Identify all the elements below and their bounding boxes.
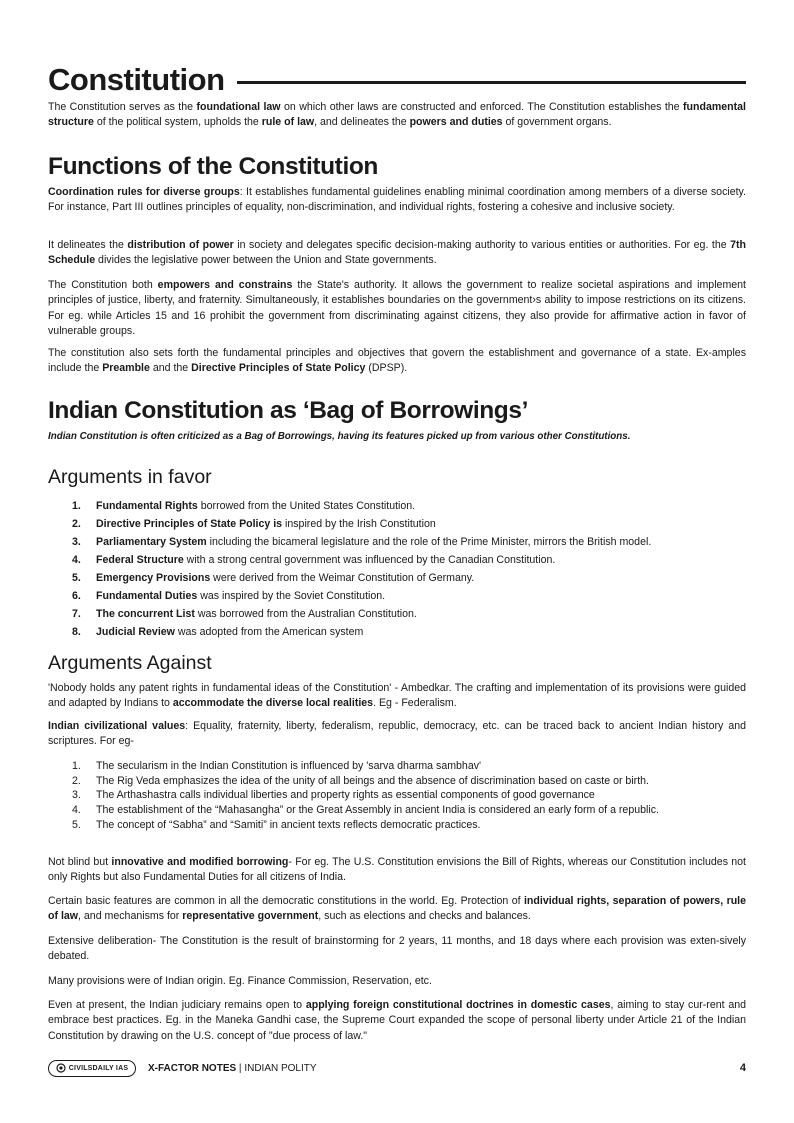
against-p2: Indian civilizational values: Equality, fraternity, liberty, federalism, republic, democracy, etc. can be traced back to ancient Indian history and scriptures. For eg-: [48, 720, 746, 748]
favor-list-item: 1. Fundamental Rights borrowed from the United States Constitution.: [72, 500, 416, 512]
functions-heading: Functions of the Constitution: [48, 153, 378, 180]
page-number: 4: [739, 1062, 746, 1074]
civilsdaily-logo: [48, 1060, 136, 1077]
favor-list-item: 8. Judicial Review was adopted from the American system: [72, 626, 364, 638]
logo-icon: [56, 1063, 66, 1073]
against-heading: Arguments Against: [48, 652, 212, 674]
intro-block: [48, 100, 746, 131]
against-list-item: 1. The secularism in the Indian Constitution is influenced by 'sarva dharma sambhav': [72, 760, 482, 772]
favor-heading: Arguments in favor: [48, 466, 212, 488]
functions-p3: The Constitution both empowers and constrains the State's authority. It allows the government to realize societal aspirations and implement principles of justice, liberty, and fraternity. Simultaneously, it establishes boundaries on the government›s ability to impose restrictions on its citizens. For eg. while Articles 15 and 16 prohibit the government from discriminating against citizens, they also provide for affirmative action in favor of vulnerable groups.: [48, 279, 746, 338]
favor-list-item: 3. Parliamentary System including the bicameral legislature and the role of the Prime Minister, mirrors the British model.: [72, 536, 652, 548]
against-p6: Many provisions were of Indian origin. Eg. Finance Commission, Reservation, etc.: [48, 975, 432, 987]
borrowings-note: Indian Constitution is often criticized as a Bag of Borrowings, having its features picked up from various other Constitutions.: [48, 431, 631, 442]
title-rule: [237, 81, 746, 84]
against-p3: Not blind but innovative and modified borrowing- For eg. The U.S. Constitution envisions the Bill of Rights, whereas our Constitution includes not only Rights but also Fundamental Duties for all citizens of India.: [48, 856, 746, 884]
footer-label: X-FACTOR NOTES | INDIAN POLITY: [148, 1062, 317, 1074]
functions-p2: It delineates the distribution of power in society and delegates specific decision-making authority to various entities or authorities. For eg. the 7th Schedule divides the legislative power between the Union and State governments.: [48, 239, 746, 267]
against-list: [48, 759, 746, 833]
against-p7: Even at present, the Indian judiciary remains open to applying foreign constitutional doctrines in domestic cases, aiming to stay cur-rent and embrace best practices. Eg. in the Maneka Gandhi case, the Supreme Court expanded the scope of personal liberty under Article 21 of the Indian Constitution by drawing on the U.S. concept of "due process of law.": [48, 999, 747, 1042]
logo-text: CIVILSDAILY IAS: [68, 1064, 129, 1072]
against-p5: Extensive deliberation- The Constitution is the result of brainstorming for 2 years, 11 months, and 18 days where each provision was exten-sively debated.: [48, 935, 746, 963]
favor-list-item: 4. Federal Structure with a strong central government was influenced by the Canadian Constitution.: [72, 554, 556, 566]
title-row: [48, 62, 746, 98]
page-footer: [48, 1057, 746, 1079]
favor-list-item: 2. Directive Principles of State Policy is inspired by the Irish Constitution: [72, 518, 436, 530]
functions-p1: Coordination rules for diverse groups: It establishes fundamental guidelines enabling minimal coordination among members of a diverse society. For instance, Part III outlines principles of equality, non-discrimination, and individual rights, fostering a cohesive and inclusive society.: [48, 186, 747, 214]
against-p1: 'Nobody holds any patent rights in fundamental ideas of the Constitution' - Ambedkar. The crafting and implementation of its provisions were guided and adapted by Indians to accommodate the diverse local realities. Eg - Federalism.: [48, 682, 746, 710]
against-list-item: 3. The Arthashastra calls individual liberties and property rights as essential components of good governance: [72, 789, 595, 802]
intro-paragraph: The Constitution serves as the foundational law on which other laws are constructed and enforced. The Constitution establishes the fundamental structure of the political system, upholds the rule of law, and delineates the powers and duties of government organs.: [48, 101, 746, 129]
favor-list-item: 5. Emergency Provisions were derived from the Weimar Constitution of Germany.: [72, 572, 475, 584]
against-list-item: 2. The Rig Veda emphasizes the idea of the unity of all beings and the absence of discrimination based on caste or birth.: [72, 774, 649, 787]
favor-list-item: 6. Fundamental Duties was inspired by the Soviet Constitution.: [72, 590, 386, 602]
functions-p4: The constitution also sets forth the fundamental principles and objectives that govern the establishment and governance of a state. Ex-amples include the Preamble and the Directive Principles of State Policy (DPSP).: [48, 347, 746, 375]
page-title: Constitution: [48, 62, 225, 97]
against-list-item: 5. The concept of “Sabha” and “Samiti” in ancient texts reflects democratic practices.: [72, 818, 481, 831]
against-list-item: 4. The establishment of the “Mahasangha” or the Great Assembly in ancient India is considered an early form of a republic.: [72, 804, 659, 817]
favor-list: [48, 497, 746, 641]
borrowings-heading: Indian Constitution as ‘Bag of Borrowings’: [48, 397, 528, 424]
against-p4: Certain basic features are common in all the democratic constitutions in the world. Eg. Protection of individual rights, separation of powers, rule of law, and mechanisms for representative government, such as elections and checks and balances.: [48, 895, 747, 923]
favor-list-item: 7. The concurrent List was borrowed from the Australian Constitution.: [72, 608, 417, 620]
